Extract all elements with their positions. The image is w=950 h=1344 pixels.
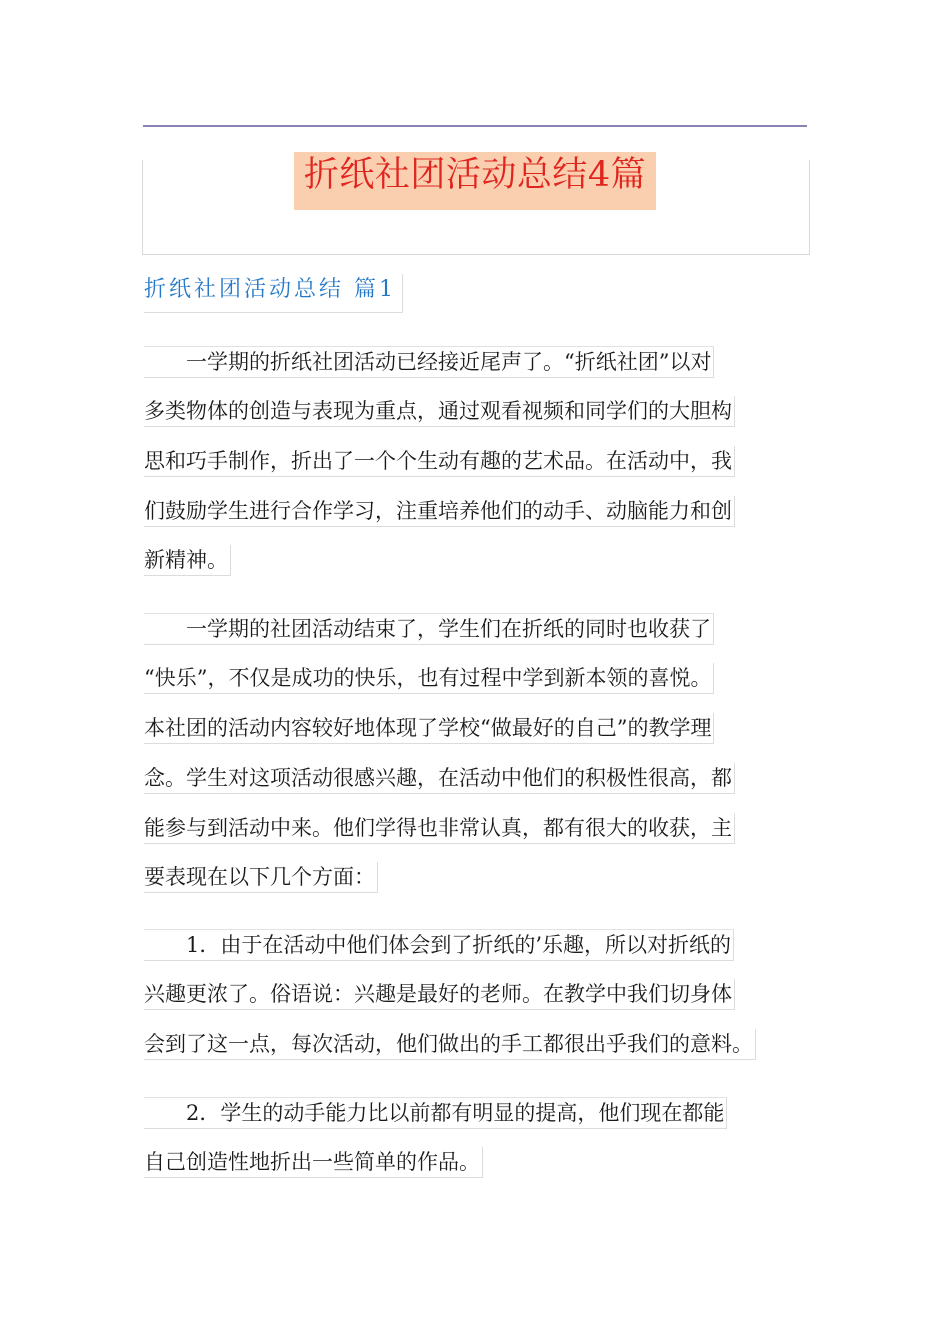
- paragraph-line: 念。学生对这项活动很感兴趣，在活动中他们的积极性很高，都: [144, 763, 735, 794]
- paragraph-line: 自己创造性地折出一些简单的作品。: [144, 1147, 483, 1178]
- paragraph-line: 新精神。: [144, 545, 231, 576]
- header-rule: [143, 125, 807, 127]
- paragraph-line: 2．学生的动手能力比以前都有明显的提高，他们现在都能: [144, 1097, 727, 1129]
- paragraph-line: 多类物体的创造与表现为重点，通过观看视频和同学们的大胆构: [144, 396, 735, 427]
- section-heading: 折纸社团活动总结 篇1: [144, 274, 403, 313]
- paragraph-line: 们鼓励学生进行合作学习，注重培养他们的动手、动脑能力和创: [144, 496, 735, 527]
- paragraph-line: 兴趣更浓了。俗语说：兴趣是最好的老师。在教学中我们切身体: [144, 979, 735, 1010]
- paragraph-line: 会到了这一点，每次活动，他们做出的手工都很出乎我们的意料。: [144, 1029, 756, 1060]
- paragraph-line: 能参与到活动中来。他们学得也非常认真，都有很大的收获，主: [144, 813, 735, 844]
- paragraph-line: “快乐”，不仅是成功的快乐，也有过程中学到新本领的喜悦。: [144, 663, 714, 694]
- paragraph-line: 要表现在以下几个方面：: [144, 862, 378, 893]
- paragraph-line: 本社团的活动内容较好地体现了学校“做最好的自己”的教学理: [144, 713, 714, 744]
- paragraph-line: 思和巧手制作，折出了一个个生动有趣的艺术品。在活动中，我: [144, 446, 735, 477]
- paragraph-line: 一学期的社团活动结束了，学生们在折纸的同时也收获了: [144, 613, 714, 645]
- paragraph-line: 1．由于在活动中他们体会到了折纸的’乐趣，所以对折纸的: [144, 929, 734, 961]
- document-title: 折纸社团活动总结4篇: [294, 152, 656, 210]
- paragraph-line: 一学期的折纸社团活动已经接近尾声了。“折纸社团”以对: [144, 346, 714, 378]
